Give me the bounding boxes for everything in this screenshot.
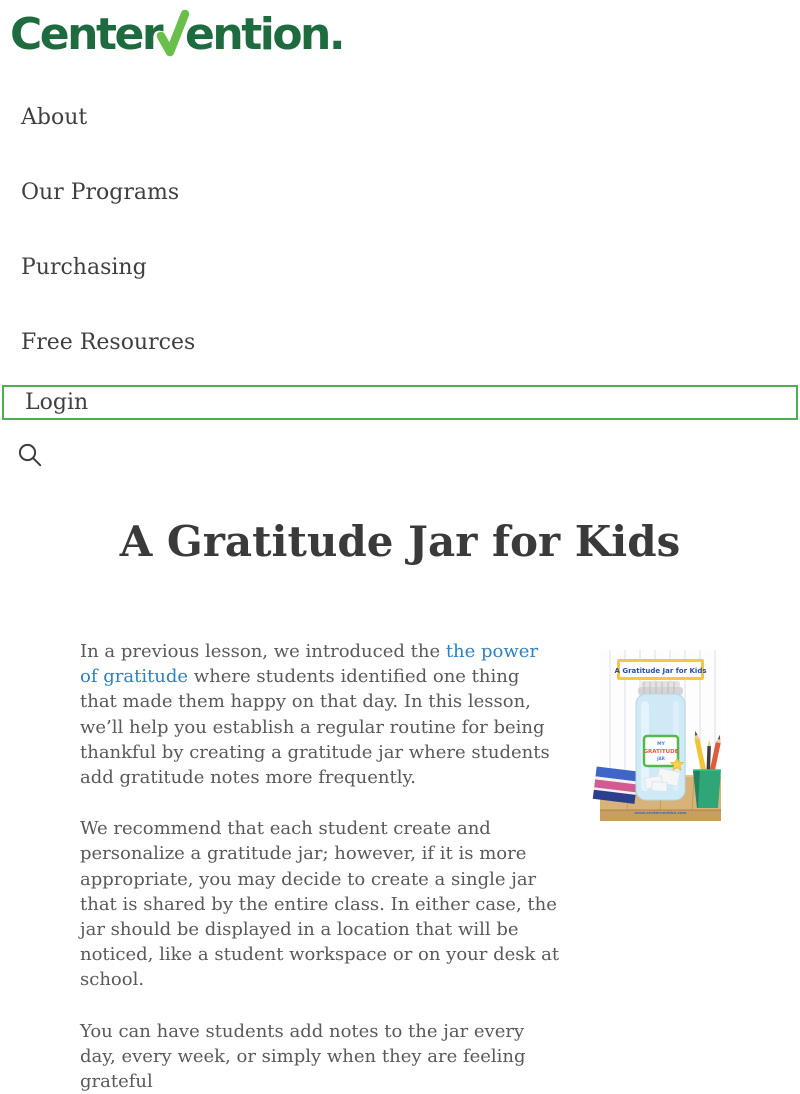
- paragraph-1: [80, 639, 560, 790]
- main-nav: [0, 80, 800, 469]
- power-of-gratitude-link[interactable]: the power of gratitude: [80, 641, 539, 688]
- nav-item-free-resources[interactable]: Free Resources: [21, 330, 196, 355]
- books-stack: [593, 766, 639, 803]
- jar-label-line2: GRATITUDE: [643, 749, 679, 755]
- paragraph-1-pre: In a previous lesson, we introduced the: [80, 641, 446, 662]
- paragraph-1-post: where students identified one thing that made them happy on that day. In this lesson, we’ll help you establish a regular routine for being thankful by creating a gratitude jar where students add gratitude notes more frequently.: [80, 666, 550, 789]
- search-button[interactable]: [17, 442, 44, 469]
- search-icon: [17, 457, 44, 472]
- nav-item-about[interactable]: About: [21, 105, 88, 130]
- article-text-column: [80, 639, 560, 1094]
- poster-banner-text: A Gratitude Jar for Kids: [614, 667, 707, 675]
- gratitude-jar-poster-image: [600, 650, 721, 821]
- article-content: [0, 639, 800, 1094]
- logo-text-part2: ention: [185, 9, 329, 60]
- poster-banner: [614, 659, 706, 680]
- page-title: A Gratitude Jar for Kids: [119, 517, 681, 566]
- nav-item-login[interactable]: Login: [2, 385, 798, 420]
- site-header: [0, 10, 800, 469]
- logo-dot: .: [328, 9, 344, 60]
- pencil-cup: [693, 770, 721, 808]
- jar-label-line3: JAR: [657, 756, 665, 761]
- paragraph-3: You can have students add notes to the jar every day, every week, or simply when they are feeling grateful: [80, 1020, 526, 1093]
- poster-website-text: www.centervention.com: [634, 810, 687, 815]
- jar-label: [644, 736, 679, 766]
- jar-label-line1: MY: [657, 742, 665, 747]
- paragraph-2: We recommend that each student create and personalize a gratitude jar; however, if it is more appropriate, you may decide to create a single jar that is shared by the entire class. In either case, the jar should be displayed in a location that will be noticed, like a student workspace or on your desk at school.: [80, 818, 560, 991]
- centervention-logo[interactable]: [10, 9, 344, 60]
- logo-text-part1: Center: [10, 9, 162, 60]
- nav-item-purchasing[interactable]: Purchasing: [21, 255, 147, 280]
- nav-item-our-programs[interactable]: Our Programs: [21, 180, 180, 205]
- logo-checkmark-icon: [157, 10, 187, 58]
- gratitude-jar: [636, 681, 685, 800]
